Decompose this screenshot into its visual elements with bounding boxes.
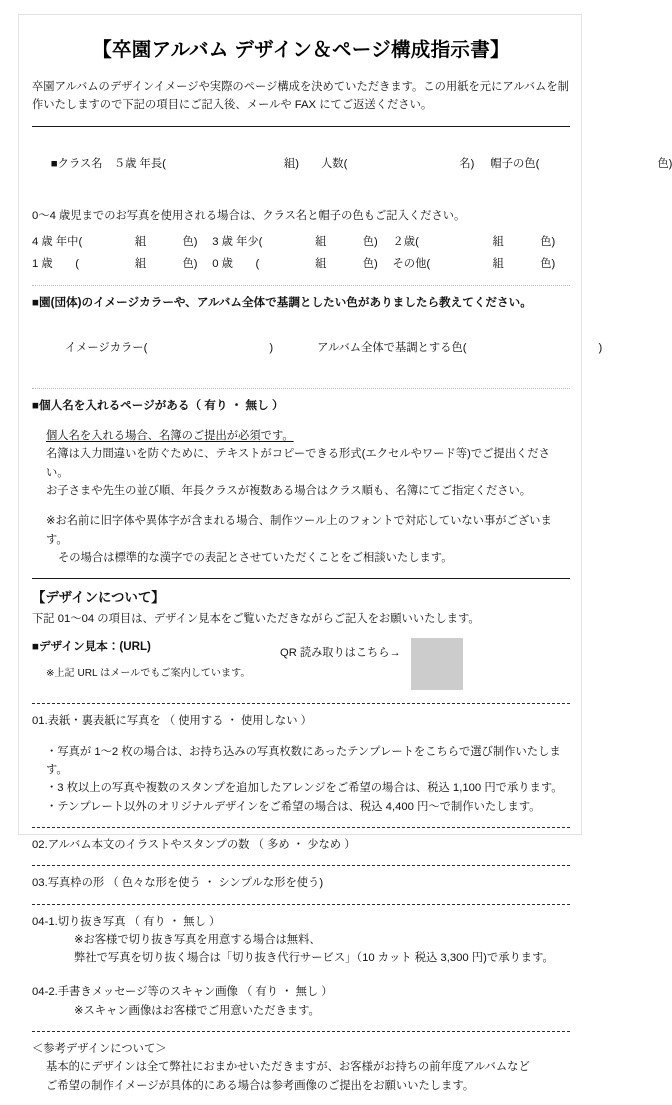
page-title: 【卒園アルバム デザイン＆ページ構成指示書】 [92,39,510,61]
age-1-kumi: 組 [134,257,147,270]
class-count-unit: 名) [459,158,475,171]
name-caution-line-1: ※お名前に旧字体や異体字が含まれる場合、制作ツール上のフォントで対応していない事がございます。 [46,515,552,546]
divider-dashed-5 [32,1031,570,1032]
design-sample-row [32,638,570,693]
item-04-1-note-1: ※お客様で切り抜き写真を用意する場合は無料、 [74,933,321,946]
intro-line-2: 作いたしますので下記の項目にご記入後、メールや FAX にてご返送ください。 [32,99,433,112]
item-01-title[interactable]: 01.表紙・裏表紙に写真を （ 使用する ・ 使用しない ） [32,715,312,728]
name-note-line-2: 名簿は入力間違いを防ぐために、テキストがコピーできる形式(エクセルやワード等)でご提出ください。 [46,448,550,479]
table-row [32,232,570,254]
base-color-close: ) [598,342,603,355]
age-1-iro: 色) [182,257,198,270]
age-other-kumi: 組 [492,257,504,270]
hat-color-unit: 色) [657,158,672,171]
item-04-2-note-1: ※スキャン画像はお客様でご用意いただきます。 [74,1004,320,1017]
age-4-label: 4 歳 年中( [32,236,83,249]
item-02-title[interactable]: 02.アルバム本文のイラストやスタンプの数 （ 多め ・ 少なめ ） [32,838,356,851]
item-04-1-title[interactable]: 04-1.切り抜き写真 （ 有り ・ 無し ） [32,915,221,928]
item-03-title[interactable]: 03.写真枠の形 （ 色々な形を使う ・ シンプルな形を使う) [32,877,324,890]
class-name-heading: ■クラス名 ５歳 年長( [50,158,166,171]
class-kumi-unit: 組) [283,158,299,171]
hat-color-label: 帽子の色( [490,158,540,171]
base-color-label: アルバム全体で基調とする色( [317,342,467,355]
divider-dashed-3 [32,865,570,866]
name-note-line-3: お子さまや先生の並び順、年長クラスが複数ある場合はクラス順も、名簿にてご指定ください。 [46,485,532,497]
age-2-kumi: 組 [492,236,504,249]
divider-dashed-2 [32,827,570,828]
age-other-iro: 色) [540,257,556,270]
divider-solid-design [32,578,570,579]
item-01-bullet-2: ・3 枚以上の写真や複数のスタンプを追加したアレンジをご希望の場合は、税込 1,100 円で承ります。 [46,782,563,795]
age-0-iro: 色) [362,257,378,270]
age-other-label: その他( [392,257,431,270]
age-3-kumi: 組 [315,236,327,249]
divider-dashed-1 [32,703,570,704]
divider-dotted-2 [32,388,570,389]
class-name-row [32,136,672,195]
class-age-note: 0〜4 歳児までのお写真を使用される場合は、クラス名と帽子の色もご記入ください。 [32,209,466,222]
image-color-close: ) [269,342,274,355]
divider-solid-top [32,126,570,127]
age-3-label: 3 歳 年少( [212,236,263,249]
intro-line-1: 卒園アルバムのデザインイメージや実際のページ構成を決めていただきます。この用紙を元にアルバムを制 [32,81,569,93]
name-caution-line-2: その場合は標準的な漢字での表記とさせていただくことをご相談いたします。 [58,551,453,564]
design-section-heading: 【デザインについて】 [32,590,165,606]
class-count-label: 人数( [320,158,348,171]
name-note-required: 個人名を入れる場合、名簿のご提出が必須です。 [46,430,294,443]
item-04-2-title[interactable]: 04-2.手書きメッセージ等のスキャン画像 （ 有り ・ 無し ） [32,986,333,999]
age-4-kumi: 組 [134,236,147,249]
age-2-iro: 色) [540,236,556,249]
age-4-iro: 色) [182,236,198,249]
color-fields-row [32,319,603,378]
qr-instruction-label: QR 読み取りはこちら→ [280,646,401,659]
design-section-subheading: 下記 01〜04 の項目は、デザイン見本をご覧いただきながらご記入をお願いいたします。 [32,613,480,626]
design-sample-url-label[interactable]: ■デザイン見本：(URL) [32,639,151,653]
design-sample-left [32,638,280,693]
reference-line-2: ご希望の制作イメージが具体的にある場合は参考画像のご提出をお願いいたします。 [46,1079,475,1092]
design-sample-url-note: ※上記 URL はメールでもご案内しています。 [46,668,251,680]
table-row [32,254,570,276]
reference-section-heading: ＜参考デザインについて＞ [32,1043,167,1056]
age-1-label: 1 歳 ( [32,257,80,270]
item-01-bullet-1: ・写真が 1〜2 枚の場合は、お持ち込みの写真枚数にあったテンプレートをこちらで選び制作いたします。 [46,745,561,777]
item-04-1-note-2: 弊社で写真を切り抜く場合は「切り抜き代行サービス」（10 カット 税込 3,300 円)で承ります。 [74,952,554,965]
reference-line-1: 基本的にデザインは全て弊社におまかせいただきますが、お客様がお持ちの前年度アルバムなど [46,1061,530,1074]
age-0-kumi: 組 [315,257,327,270]
color-section-heading: ■園(団体)のイメージカラーや、アルバム全体で基調としたい色がありましたら教えてください。 [32,295,532,309]
age-0-label: 0 歳 ( [212,257,260,270]
age-3-iro: 色) [362,236,378,249]
divider-dotted-1 [32,285,570,286]
qr-code-image[interactable] [411,638,463,690]
item-01-bullet-3: ・テンプレート以外のオリジナルデザインをご希望の場合は、税込 4,400 円〜で制作いたします。 [46,800,541,813]
name-section-heading: ■個人名を入れるページがある（ 有り ・ 無し ） [32,398,284,412]
divider-dashed-4 [32,904,570,905]
image-color-label: イメージカラー( [64,342,148,355]
age-2-label: ２歳( [392,236,419,249]
age-class-table [32,232,570,276]
